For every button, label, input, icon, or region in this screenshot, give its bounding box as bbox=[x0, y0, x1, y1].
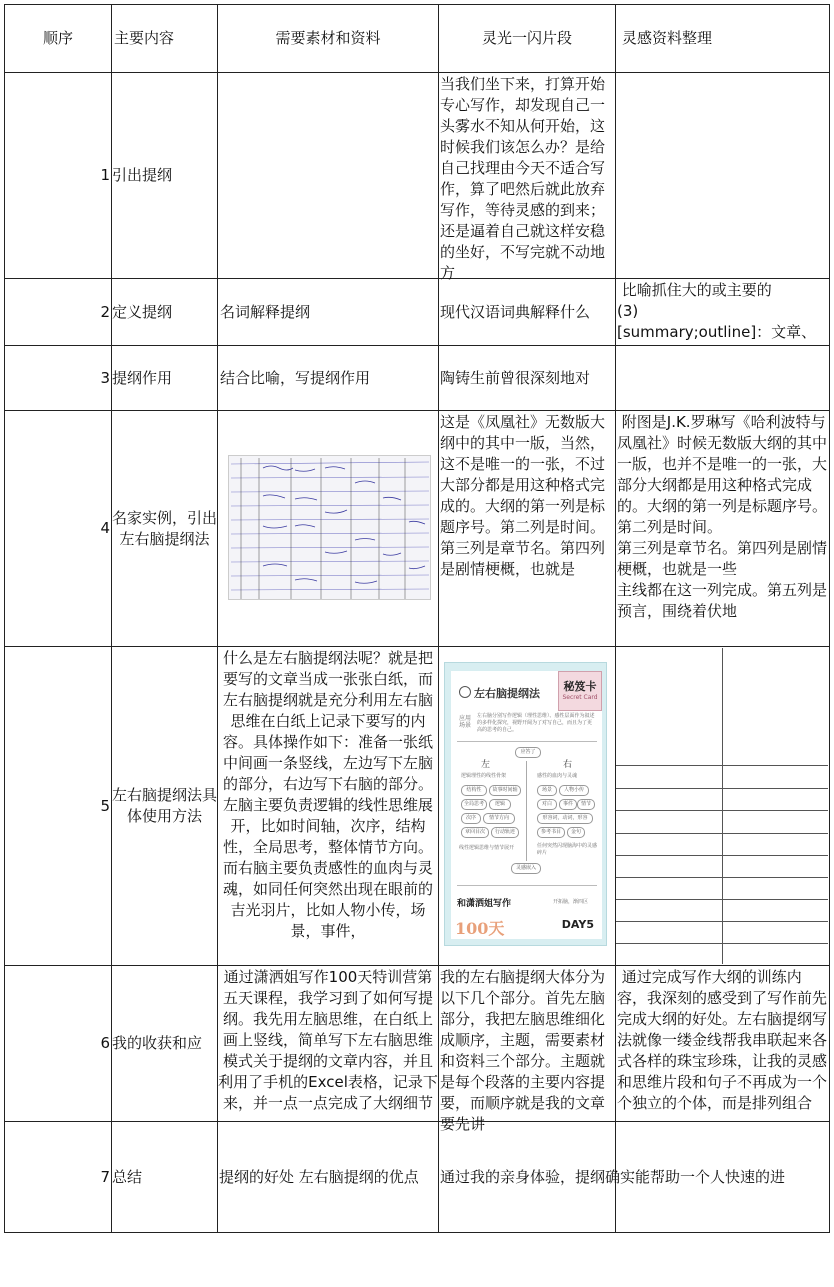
cell-notes[interactable]: 附图是J.K.罗琳写《哈利波特与凤凰社》时候无数版大纲的其中一版，也并不是唯一的一张，大部分大纲都是用这种格式完成的。大纲的第一列是标题序号。第二列是时间。 第三列是章节名。第四列是剧情梗概，也就是一些 主线都在这一列完成。第五列是预言，围绕着伏地 bbox=[617, 413, 828, 620]
header-materials[interactable]: 需要素材和资料 bbox=[275, 29, 381, 47]
card-right-caption: 感性的血肉与灵魂 bbox=[537, 773, 578, 779]
cell-notes[interactable] bbox=[616, 73, 829, 278]
card-footer-100: 100天 bbox=[455, 919, 505, 938]
cell-inspiration[interactable]: 我的左右脑提纲大体分为以下几个部分。首先左脑部分，我把左脑思维细化成顺序，主题，需要素材和资料三个部分。主题就是每个段落的主要内容提要，而顺序就是我的文章要先讲 bbox=[440, 968, 606, 1133]
card-left-caption: 逻辑理性的线性骨架 bbox=[461, 773, 507, 779]
secret-card-body bbox=[451, 671, 602, 939]
cell-notes[interactable]: 通过完成写作大纲的训练内容，我深刻的感受到了写作前先完成大纲的好处。左右脑提纲写法就像一缕金线帮我串联起来各式各样的珠宝珍珠，让我的灵感和思维片段和句子不再成为一个个独立的个体，而是排列组合 bbox=[617, 968, 828, 1112]
grid-line bbox=[4, 1232, 830, 1233]
badge-sub-text: Secret Card bbox=[562, 694, 598, 701]
cell-main[interactable]: 总结 bbox=[112, 1167, 143, 1186]
card-pill: 形容词，动词，形容 bbox=[537, 813, 593, 824]
secret-card-image bbox=[444, 662, 607, 946]
cell-main[interactable]: 定义提纲 bbox=[112, 302, 173, 321]
cell-main[interactable]: 提纲作用 bbox=[112, 368, 173, 387]
brain-icon bbox=[459, 686, 471, 698]
card-divider bbox=[457, 741, 597, 742]
card-pill: 逻辑 bbox=[489, 799, 511, 810]
row-number[interactable]: 2 bbox=[100, 302, 110, 321]
card-pill: 全局思考 bbox=[461, 799, 487, 810]
row-number[interactable]: 5 bbox=[100, 796, 110, 815]
card-top-tag: 应答了 bbox=[515, 747, 541, 758]
row-number[interactable]: 3 bbox=[100, 368, 110, 387]
cell-materials[interactable]: 提纲的好处 左右脑提纲的优点 bbox=[219, 1167, 419, 1186]
grid-line bbox=[438, 4, 439, 1232]
cell-main[interactable]: 左右脑提纲法具体使用方法 bbox=[112, 786, 218, 825]
cell-materials[interactable]: 什么是左右脑提纲法呢？就是把要写的文章当成一张张白纸，而左右脑提纲就是充分利用左右脑思维在白纸上记录下要写的内容。具体操作如下：准备一张纸中间画一条竖线，左边写下左脑的部分，右边写下右脑的部分。左脑主要负责逻辑的线性思维展开，比如时间轴，次序，结构性，全局思考，整体情节方向。而右脑主要负责感性的血肉与灵魂，如同任何突然出现在眼前的吉光羽片，比如人物小传，场景，事件， bbox=[222, 649, 433, 940]
sketch-lines bbox=[229, 456, 432, 601]
card-footer: 和潇洒姐写作 bbox=[457, 899, 512, 909]
card-pill: 结构性 bbox=[461, 785, 487, 796]
row-number[interactable]: 4 bbox=[100, 519, 110, 537]
card-pill: 章回目次 bbox=[461, 827, 489, 838]
card-bottom-right: 任何突然闪现脑海中的灵感碎片 bbox=[537, 843, 598, 856]
grid-line bbox=[829, 4, 830, 1232]
card-pill: 人物小传 bbox=[559, 785, 589, 796]
card-footer-right: 开拓脑，渐四区 bbox=[553, 899, 589, 905]
card-pill: 行动轨迹 bbox=[491, 827, 519, 838]
card-pill: 情节方向 bbox=[483, 813, 515, 824]
card-bottom-tag: 灵感嵌入 bbox=[511, 863, 541, 874]
cell-materials[interactable] bbox=[218, 411, 438, 646]
card-intro-text: 左右脑分别写作逻辑（理性思维）、感性层面作为叙述的多样化探究，视野开阔为了对写自己，而且为了更高的思考的自己。 bbox=[477, 713, 595, 733]
card-pill: 金句 bbox=[567, 827, 585, 838]
cell-inspiration[interactable]: 这是《凤凰社》无数版大纲中的其中一版，当然， 这不是唯一的一张，不过大部分都是用这种格式完 成的。大纲的第一列是标题序号。第二列是时间。 第三列是章节名。第四列是剧情梗概，也就是 bbox=[440, 413, 606, 578]
card-pill: 次序 bbox=[461, 813, 481, 824]
badge-main-text: 秘笈卡 bbox=[563, 680, 597, 693]
header-seq[interactable]: 顺序 bbox=[42, 29, 73, 47]
card-pill: 故事时间轴 bbox=[489, 785, 521, 796]
cell-inspiration[interactable]: 当我们坐下来，打算开始专心写作，却发现自己一头雾水不知从何开始，这时候我们该怎么办？是给自己找理由今天不适合写作，算了吧然后就此放弃写作，等待灵感的到来；还是逼着自己就这样安稳的坐好，不写完就不动地方 bbox=[440, 75, 606, 282]
row-number[interactable]: 7 bbox=[100, 1167, 110, 1186]
cell-notes[interactable] bbox=[616, 1122, 617, 1232]
cell-notes[interactable] bbox=[616, 647, 829, 965]
card-pill: 场景 bbox=[537, 785, 557, 796]
card-center-line bbox=[526, 761, 527, 861]
card-left-head: 左 bbox=[481, 760, 491, 770]
header-main[interactable]: 主要内容 bbox=[114, 29, 175, 47]
card-pill: 参考书目 bbox=[537, 827, 565, 838]
card-pill: 事件 bbox=[559, 799, 577, 810]
cell-main[interactable]: 引出提纲 bbox=[112, 166, 173, 184]
cell-materials[interactable]: 名词解释提纲 bbox=[220, 302, 311, 321]
card-right-head: 右 bbox=[563, 760, 573, 770]
card-bottom-left: 线性逻辑思维与情节展开 bbox=[459, 845, 515, 851]
header-notes[interactable]: 灵感资料整理 bbox=[622, 29, 713, 47]
cell-inspiration[interactable]: 现代汉语词典解释什么 bbox=[440, 302, 591, 321]
secret-card-title-text: 左右脑提纲法 bbox=[474, 687, 540, 700]
card-day: DAY5 bbox=[561, 918, 594, 931]
row-number[interactable]: 6 bbox=[100, 1034, 110, 1052]
cell-inspiration[interactable]: 通过我的亲身体验，提纲确实能帮助一个人快速的进 bbox=[440, 1167, 786, 1186]
row-number[interactable]: 1 bbox=[100, 166, 110, 184]
secret-card-title bbox=[459, 685, 540, 701]
secret-card-badge bbox=[558, 671, 602, 711]
cell-notes[interactable] bbox=[616, 346, 829, 410]
cell-inspiration[interactable]: 陶铸生前曾很深刻地对 bbox=[440, 368, 591, 387]
cell-materials[interactable]: 结合比喻，写提纲作用 bbox=[220, 368, 371, 387]
cell-materials[interactable] bbox=[218, 73, 438, 278]
card-side-label: 应用 场景 bbox=[459, 715, 472, 729]
card-pill: 对白 bbox=[537, 799, 557, 810]
header-inspiration[interactable]: 灵光一闪片段 bbox=[481, 29, 572, 47]
outline-sketch-image bbox=[228, 455, 431, 600]
cell-materials[interactable]: 通过潇洒姐写作100天特训营第五天课程，我学习到了如何写提纲。我先用左脑思维，在白纸上画上竖线，简单写下左右脑思维模式关于提纲的文章内容，并且利用了手机的Excel表格，记录下来，并一点一点完成了大纲细节 bbox=[218, 968, 438, 1112]
cell-main[interactable]: 名家实例，引出左右脑提纲法 bbox=[112, 508, 218, 548]
card-pill: 情节 bbox=[577, 799, 595, 810]
cell-notes[interactable]: 比喻抓住大的或主要的 (3) [summary;outline]：文章、 bbox=[617, 281, 817, 341]
card-divider-bottom bbox=[457, 885, 597, 886]
cell-main[interactable]: 我的收获和应 bbox=[112, 1034, 203, 1052]
